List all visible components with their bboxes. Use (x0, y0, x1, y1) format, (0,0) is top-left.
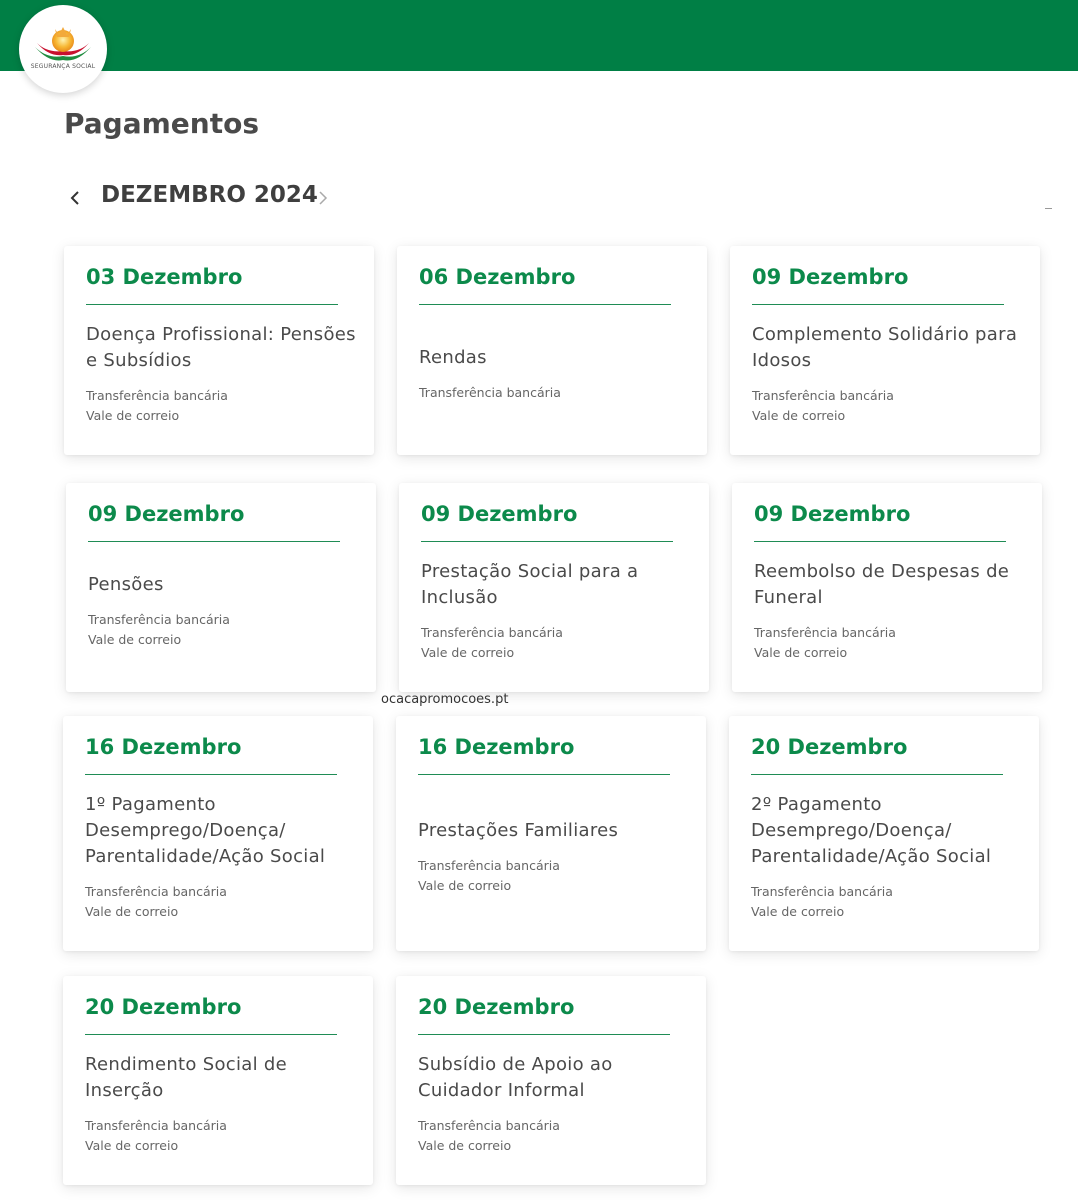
payment-title: 1º Pagamento Desemprego/Doença/ Parentalidade/Ação Social (85, 794, 326, 867)
payment-card[interactable] (66, 483, 376, 692)
divider (419, 304, 671, 305)
payment-date: 16 Dezembro (85, 735, 242, 759)
payment-date: 09 Dezembro (88, 502, 245, 526)
payment-date: 09 Dezembro (752, 265, 909, 289)
payment-method: Transferência bancária (751, 884, 893, 899)
payment-method: Vale de correio (418, 878, 512, 893)
payment-date: 09 Dezembro (421, 502, 578, 526)
payment-method: Transferência bancária (421, 625, 563, 640)
payment-method: Transferência bancária (418, 1118, 560, 1133)
payment-method: Vale de correio (88, 632, 182, 647)
chevron-right-icon (318, 191, 328, 205)
payment-method: Vale de correio (86, 408, 180, 423)
payment-method: Transferência bancária (85, 1118, 227, 1133)
payment-card[interactable] (397, 246, 707, 455)
payment-method: Vale de correio (85, 904, 179, 919)
divider (751, 774, 1003, 775)
next-month-button[interactable] (312, 180, 334, 216)
payment-method: Vale de correio (752, 408, 846, 423)
divider (418, 1034, 670, 1035)
payment-date: 20 Dezembro (751, 735, 908, 759)
payment-method: Transferência bancária (419, 385, 561, 400)
chevron-left-icon (70, 191, 80, 205)
payment-method: Vale de correio (421, 645, 515, 660)
payment-method: Vale de correio (754, 645, 848, 660)
watermark-text: ocacapromocoes.pt (381, 692, 509, 707)
payment-card[interactable] (64, 246, 374, 455)
payment-method: Vale de correio (751, 904, 845, 919)
payment-method: Vale de correio (85, 1138, 179, 1153)
payment-date: 06 Dezembro (419, 265, 576, 289)
month-label: DEZEMBRO 2024 (101, 182, 318, 208)
payment-title: Prestações Familiares (418, 820, 619, 841)
payment-date: 20 Dezembro (85, 995, 242, 1019)
divider (421, 541, 673, 542)
top-bar (0, 0, 1078, 71)
divider (752, 304, 1004, 305)
seguranca-social-logo[interactable] (19, 5, 107, 93)
divider (85, 1034, 337, 1035)
payment-date: 16 Dezembro (418, 735, 575, 759)
payment-card[interactable] (732, 483, 1042, 692)
payment-method: Vale de correio (418, 1138, 512, 1153)
payment-method: Transferência bancária (754, 625, 896, 640)
logo-text: SEGURANÇA SOCIAL (30, 63, 96, 70)
payment-title: Subsídio de Apoio ao Cuidador Informal (418, 1054, 613, 1101)
payment-method: Transferência bancária (88, 612, 230, 627)
payment-method: Transferência bancária (85, 884, 227, 899)
payment-card[interactable] (396, 716, 706, 951)
payment-title: Doença Profissional: Pensões e Subsídios (86, 324, 356, 371)
payment-title: Reembolso de Despesas de Funeral (754, 561, 1010, 608)
payment-title: Pensões (88, 574, 164, 595)
payment-card[interactable] (399, 483, 709, 692)
payment-card[interactable] (729, 716, 1039, 951)
divider (754, 541, 1006, 542)
payment-date: 20 Dezembro (418, 995, 575, 1019)
payment-card[interactable] (63, 976, 373, 1185)
payment-method: Transferência bancária (418, 858, 560, 873)
payment-method: Transferência bancária (752, 388, 894, 403)
divider (85, 774, 337, 775)
payment-method: Transferência bancária (86, 388, 228, 403)
payment-date: 03 Dezembro (86, 265, 243, 289)
divider (86, 304, 338, 305)
divider (418, 774, 670, 775)
payment-title: Rendimento Social de Inserção (85, 1054, 288, 1101)
payment-card[interactable] (63, 716, 373, 951)
payment-title: Complemento Solidário para Idosos (752, 324, 1018, 371)
payment-title: Prestação Social para a Inclusão (421, 561, 639, 608)
divider (1045, 208, 1052, 209)
payment-title: 2º Pagamento Desemprego/Doença/ Parentalidade/Ação Social (751, 794, 992, 867)
divider (88, 541, 340, 542)
page-title: Pagamentos (64, 107, 259, 140)
previous-month-button[interactable] (64, 180, 86, 216)
payment-title: Rendas (419, 347, 487, 368)
payment-date: 09 Dezembro (754, 502, 911, 526)
payment-card[interactable] (396, 976, 706, 1185)
logo-emblem-icon (19, 5, 107, 93)
payment-card[interactable] (730, 246, 1040, 455)
